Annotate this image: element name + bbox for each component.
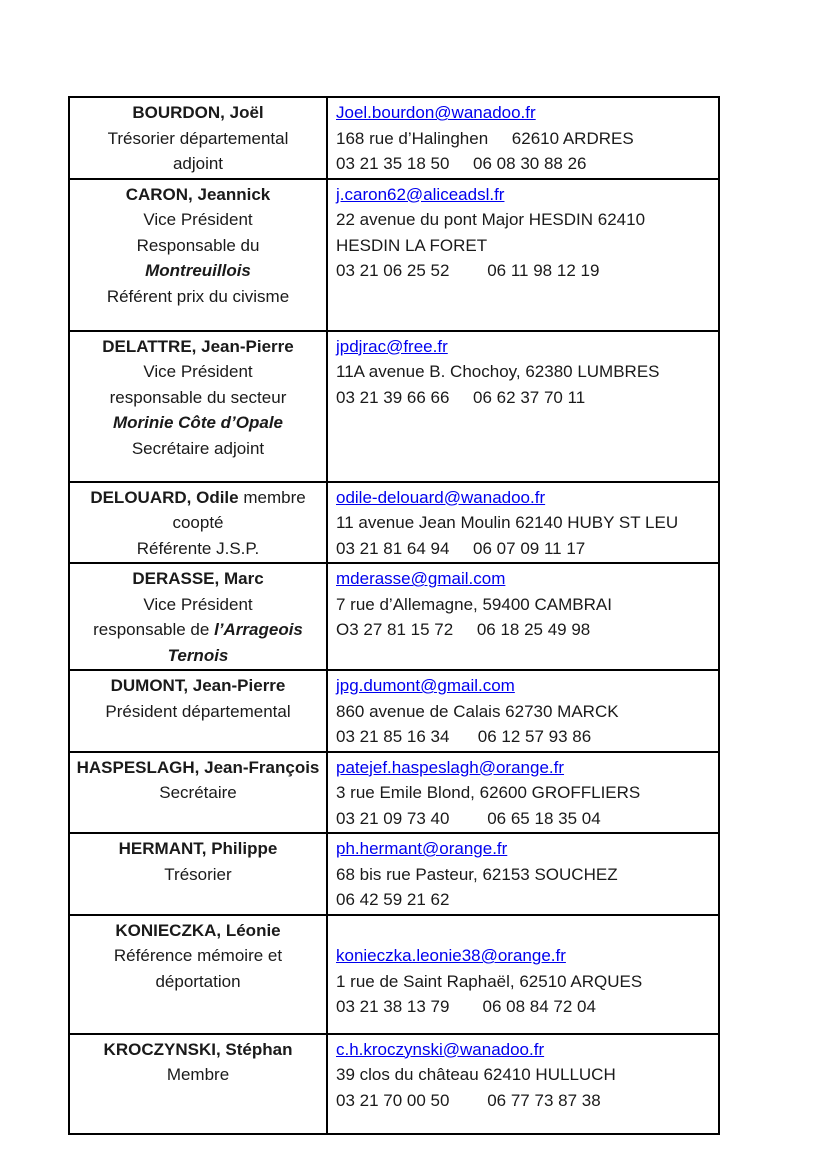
contact-line [336,755,712,781]
member-line [74,510,322,536]
contact-table-body [69,97,719,1134]
contact-line [336,806,712,832]
table-row [69,563,719,670]
table-row [69,915,719,1034]
text-run: adjoint [172,154,224,173]
text-run: CARON, Jeannick [125,184,271,204]
contact-line [336,699,712,725]
text-run: Secrétaire adjoint [131,438,265,458]
member-line [74,943,322,969]
member-cell [69,1034,327,1134]
contact-text: 03 21 39 66 66 06 62 37 70 11 [336,387,586,407]
member-line [74,918,322,944]
contact-cell [327,179,719,331]
contact-text: 39 clos du château 62410 HULLUCH [336,1065,616,1084]
text-run: DELATTRE, Jean-Pierre [102,336,294,356]
text-run: DUMONT, Jean-Pierre [110,676,286,695]
contact-line [336,126,712,152]
contact-line [336,862,712,888]
contact-line [336,536,712,562]
contact-line [336,918,712,944]
member-cell [69,833,327,915]
contact-line [336,385,712,411]
contact-line [336,182,712,208]
contact-text: 68 bis rue Pasteur, 62153 SOUCHEZ [336,864,618,884]
text-run: KROCZYNSKI, Stéphan [103,1039,293,1059]
table-row [69,752,719,834]
contact-line [336,969,712,995]
email-link[interactable]: mderasse@gmail.com [336,569,506,588]
member-cell [69,670,327,752]
table-row [69,331,719,482]
member-line [74,969,322,995]
contact-text: 22 avenue du pont Major HESDIN 62410 [336,210,646,229]
text-run: Responsable du [136,235,260,255]
contact-cell [327,482,719,564]
member-line [74,258,322,284]
member-line [74,385,322,411]
text-run: responsable du secteur [109,387,287,407]
contact-text: 03 21 81 64 94 06 07 09 11 17 [336,538,586,558]
contact-text: 1 rue de Saint Raphaël, 62510 ARQUES [336,971,643,991]
email-link[interactable]: patejef.haspeslagh@orange.fr [336,757,565,777]
text-run: Référente J.S.P. [136,538,260,558]
table-row [69,670,719,752]
member-line [74,233,322,259]
contact-text: 03 21 09 73 40 06 65 18 35 04 [336,808,601,828]
member-line [74,836,322,862]
contact-text: 03 21 38 13 79 06 08 84 72 04 [336,997,596,1016]
contact-text: 03 21 70 00 50 06 77 73 87 38 [336,1090,601,1110]
text-run: DERASSE, Marc [132,569,264,588]
text-run: Référent prix du civisme [106,286,290,306]
contact-text: 168 rue d’Halinghen 62610 ARDRES [336,128,634,148]
text-run: Secrétaire [159,783,237,802]
contact-cell [327,97,719,179]
text-run: KONIECZKA, Léonie [115,920,281,940]
member-cell [69,482,327,564]
contact-text: 11A avenue B. Chochoy, 62380 LUMBRES [336,362,660,381]
member-cell [69,97,327,179]
text-run: Président départemental [105,701,291,721]
member-cell [69,915,327,1034]
contact-line [336,566,712,592]
email-link[interactable]: j.caron62@aliceadsl.fr [336,184,505,204]
contact-line [336,617,712,643]
contact-line [336,510,712,536]
contact-line [336,994,712,1020]
text-run: membre [238,487,306,507]
member-line [74,592,322,618]
contact-cell [327,331,719,482]
contact-line [336,334,712,360]
contacts-table [68,96,720,1135]
contact-line [336,780,712,806]
contact-cell [327,833,719,915]
contact-cell [327,752,719,834]
table-row [69,833,719,915]
text-run: responsable de [93,620,215,639]
text-run: BOURDON, Joël [132,103,264,122]
text-run: Ternois [167,645,229,665]
text-run: HASPESLAGH, Jean-François [76,757,320,777]
member-line [74,617,322,643]
email-link[interactable]: Joel.bourdon@wanadoo.fr [336,103,536,122]
member-line [74,359,322,385]
contact-text: 860 avenue de Calais 62730 MARCK [336,701,619,721]
contact-cell [327,563,719,670]
contact-text: 3 rue Emile Blond, 62600 GROFFLIERS [336,783,641,802]
email-link[interactable]: odile-delouard@wanadoo.fr [336,487,546,507]
member-line [74,436,322,462]
member-line [74,151,322,177]
member-line [74,699,322,725]
contact-line [336,673,712,699]
email-link[interactable]: jpdjrac@free.fr [336,336,448,356]
member-cell [69,563,327,670]
contact-line [336,359,712,385]
contact-text: HESDIN LA FORET [336,235,488,255]
contact-text: 11 avenue Jean Moulin 62140 HUBY ST LEU [336,513,679,532]
text-run: DELOUARD, Odile [90,487,239,507]
contact-line [336,724,712,750]
contact-line [336,485,712,511]
contact-text: 03 21 06 25 52 06 11 98 12 19 [336,261,600,280]
member-line [74,207,322,233]
member-cell [69,752,327,834]
member-line [74,1062,322,1088]
table-row [69,97,719,179]
member-line [74,862,322,888]
text-run: Montreuillois [145,261,251,280]
member-line [74,100,322,126]
member-line [74,566,322,592]
contact-line [336,592,712,618]
member-line [74,485,322,511]
contact-text: 03 21 35 18 50 06 08 30 88 26 [336,154,587,173]
member-line [74,536,322,562]
contact-text: 03 21 85 16 34 06 12 57 93 86 [336,727,592,746]
text-run: Trésorier départemental [107,128,289,148]
text-run: Vice Président [143,362,253,381]
member-line [74,755,322,781]
contact-line [336,100,712,126]
table-row [69,179,719,331]
contact-text: 06 42 59 21 62 [336,890,450,909]
text-run: Vice Président [143,594,253,614]
table-row [69,482,719,564]
member-cell [69,179,327,331]
contact-line [336,943,712,969]
email-link[interactable]: ph.hermant@orange.fr [336,839,508,858]
contact-line [336,258,712,284]
member-cell [69,331,327,482]
member-line [74,1037,322,1063]
text-run: Trésorier [164,864,232,884]
contact-cell [327,915,719,1034]
contact-line [336,1062,712,1088]
contact-line [336,233,712,259]
contact-text: 7 rue d’Allemagne, 59400 CAMBRAI [336,594,612,614]
contact-text: O3 27 81 15 72 06 18 25 49 98 [336,620,591,639]
email-link[interactable]: jpg.dumont@gmail.com [336,676,515,695]
member-line [74,334,322,360]
table-row [69,1034,719,1134]
contact-line [336,836,712,862]
text-run: Membre [166,1065,230,1084]
member-line [74,780,322,806]
member-line [74,126,322,152]
text-run: déportation [155,971,241,991]
text-run: coopté [172,513,224,532]
member-line [74,284,322,310]
contact-line [336,207,712,233]
text-run: l’Arrageois [214,620,303,639]
text-run: Morinie Côte d’Opale [112,413,284,432]
text-run: Vice Président [143,210,253,229]
email-link[interactable]: konieczka.leonie38@orange.fr [336,946,566,965]
member-line [74,673,322,699]
member-line [74,410,322,436]
contact-cell [327,670,719,752]
text-run: Référence mémoire et [113,946,283,965]
contact-line [336,151,712,177]
text-run: HERMANT, Philippe [118,839,278,858]
contact-cell [327,1034,719,1134]
member-line [74,643,322,669]
contact-line [336,887,712,913]
contact-line [336,1037,712,1063]
contact-line [336,1088,712,1114]
email-link[interactable]: c.h.kroczynski@wanadoo.fr [336,1039,545,1059]
member-line [74,182,322,208]
